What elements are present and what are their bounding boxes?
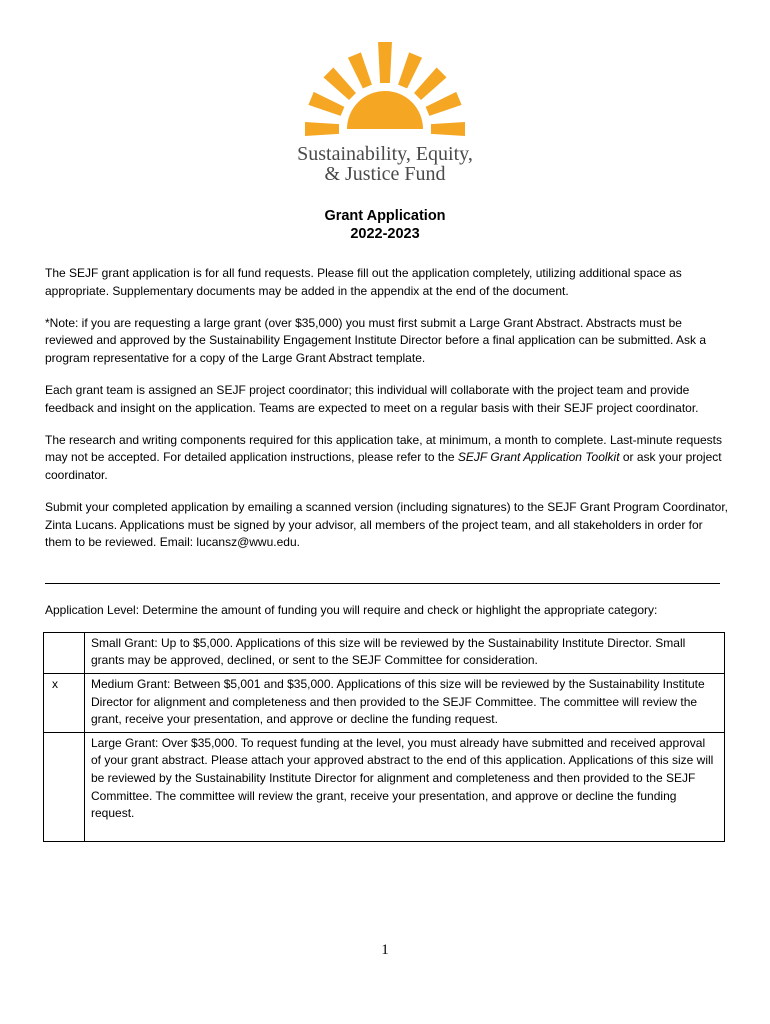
application-level-intro: Application Level: Determine the amount of funding you will require and check or highlight the appropriate category: bbox=[45, 603, 658, 618]
medium-grant-checkbox[interactable]: x bbox=[44, 674, 85, 733]
research-text-after: or ask your project coordinator. bbox=[45, 450, 722, 482]
document-title bbox=[0, 207, 770, 243]
application-level-table bbox=[43, 632, 725, 842]
sun-ray bbox=[348, 52, 372, 88]
sun-ray bbox=[308, 92, 344, 116]
large-grant-checkbox[interactable] bbox=[44, 732, 85, 841]
sun-ray bbox=[378, 42, 392, 83]
research-paragraph bbox=[45, 432, 730, 485]
logo-line-1: Sustainability, Equity, bbox=[297, 143, 473, 165]
section-divider bbox=[45, 566, 720, 584]
toolkit-reference: SEJF Grant Application Toolkit bbox=[457, 450, 620, 465]
coordinator-paragraph: Each grant team is assigned an SEJF project coordinator; this individual will collaborate with the project team and provide feedback and insight on the application. Teams are expected to meet on a regular basis with their SEJF project coordinator. bbox=[45, 382, 699, 415]
small-grant-row bbox=[44, 632, 725, 673]
sun-half-circle bbox=[347, 91, 423, 129]
small-grant-checkbox[interactable] bbox=[44, 632, 85, 673]
medium-grant-row bbox=[44, 674, 725, 733]
research-text-before: The research and writing components required for this application take, at minimum, a month to complete. Last-minute requests may not be accepted. For detailed application instructions, please refer to the bbox=[45, 432, 722, 465]
sejf-logo bbox=[280, 42, 490, 192]
sun-ray bbox=[305, 122, 339, 136]
sun-ray bbox=[431, 122, 465, 136]
note-paragraph: *Note: if you are requesting a large grant (over $35,000) you must first submit a Large Grant Abstract. Abstracts must be reviewed and approved by the Sustainability Engagement Institute Director before a final application can be submitted. Ask a program representative for a copy of the Large Grant Abstract template. bbox=[45, 315, 707, 365]
large-grant-row bbox=[44, 732, 725, 841]
page-title: Grant Application bbox=[324, 208, 446, 224]
document-body bbox=[45, 265, 730, 842]
sun-ray bbox=[398, 52, 422, 88]
sun-icon bbox=[280, 42, 490, 192]
large-grant-description: Large Grant: Over $35,000. To request funding at the level, you must already have submitted and received approval of your grant abstract. Please attach your approved abstract to the end of this application. Applications of this size will be reviewed by the Sustainability Institute Director for alignment and completeness and then provided to the SEJF Committee. The committee will review the grant, receive your presentation, and approve or decline the funding request. bbox=[85, 732, 725, 841]
page-year: 2022-2023 bbox=[350, 226, 420, 242]
page-number: 1 bbox=[381, 942, 389, 958]
intro-paragraph: The SEJF grant application is for all fund requests. Please fill out the application completely, utilizing additional space as appropriate. Supplementary documents may be added in the appendix at the end of the document. bbox=[45, 266, 682, 298]
sun-ray bbox=[426, 92, 462, 116]
small-grant-description: Small Grant: Up to $5,000. Applications of this size will be reviewed by the Sustainability Institute Director. Small grants may be approved, declined, or sent to the SEJF Committee for consideration. bbox=[85, 632, 725, 673]
submit-paragraph: Submit your completed application by emailing a scanned version (including signatures) to the SEJF Grant Program Coordinator, Zinta Lucans. Applications must be signed by your advisor, all members of the project team, and all stakeholders in order for them to be reviewed. Email: lucansz@wwu.edu. bbox=[45, 499, 729, 550]
sun-ray bbox=[414, 67, 446, 99]
logo-line-2: & Justice Fund bbox=[324, 163, 446, 185]
sun-ray bbox=[323, 67, 355, 99]
medium-grant-description: Medium Grant: Between $5,001 and $35,000. Applications of this size will be reviewed by the Sustainability Institute Director for alignment and completeness and then provided to the SEJF Committee. The committee will review the grant, receive your presentation, and approve or decline the funding request. bbox=[85, 674, 725, 733]
